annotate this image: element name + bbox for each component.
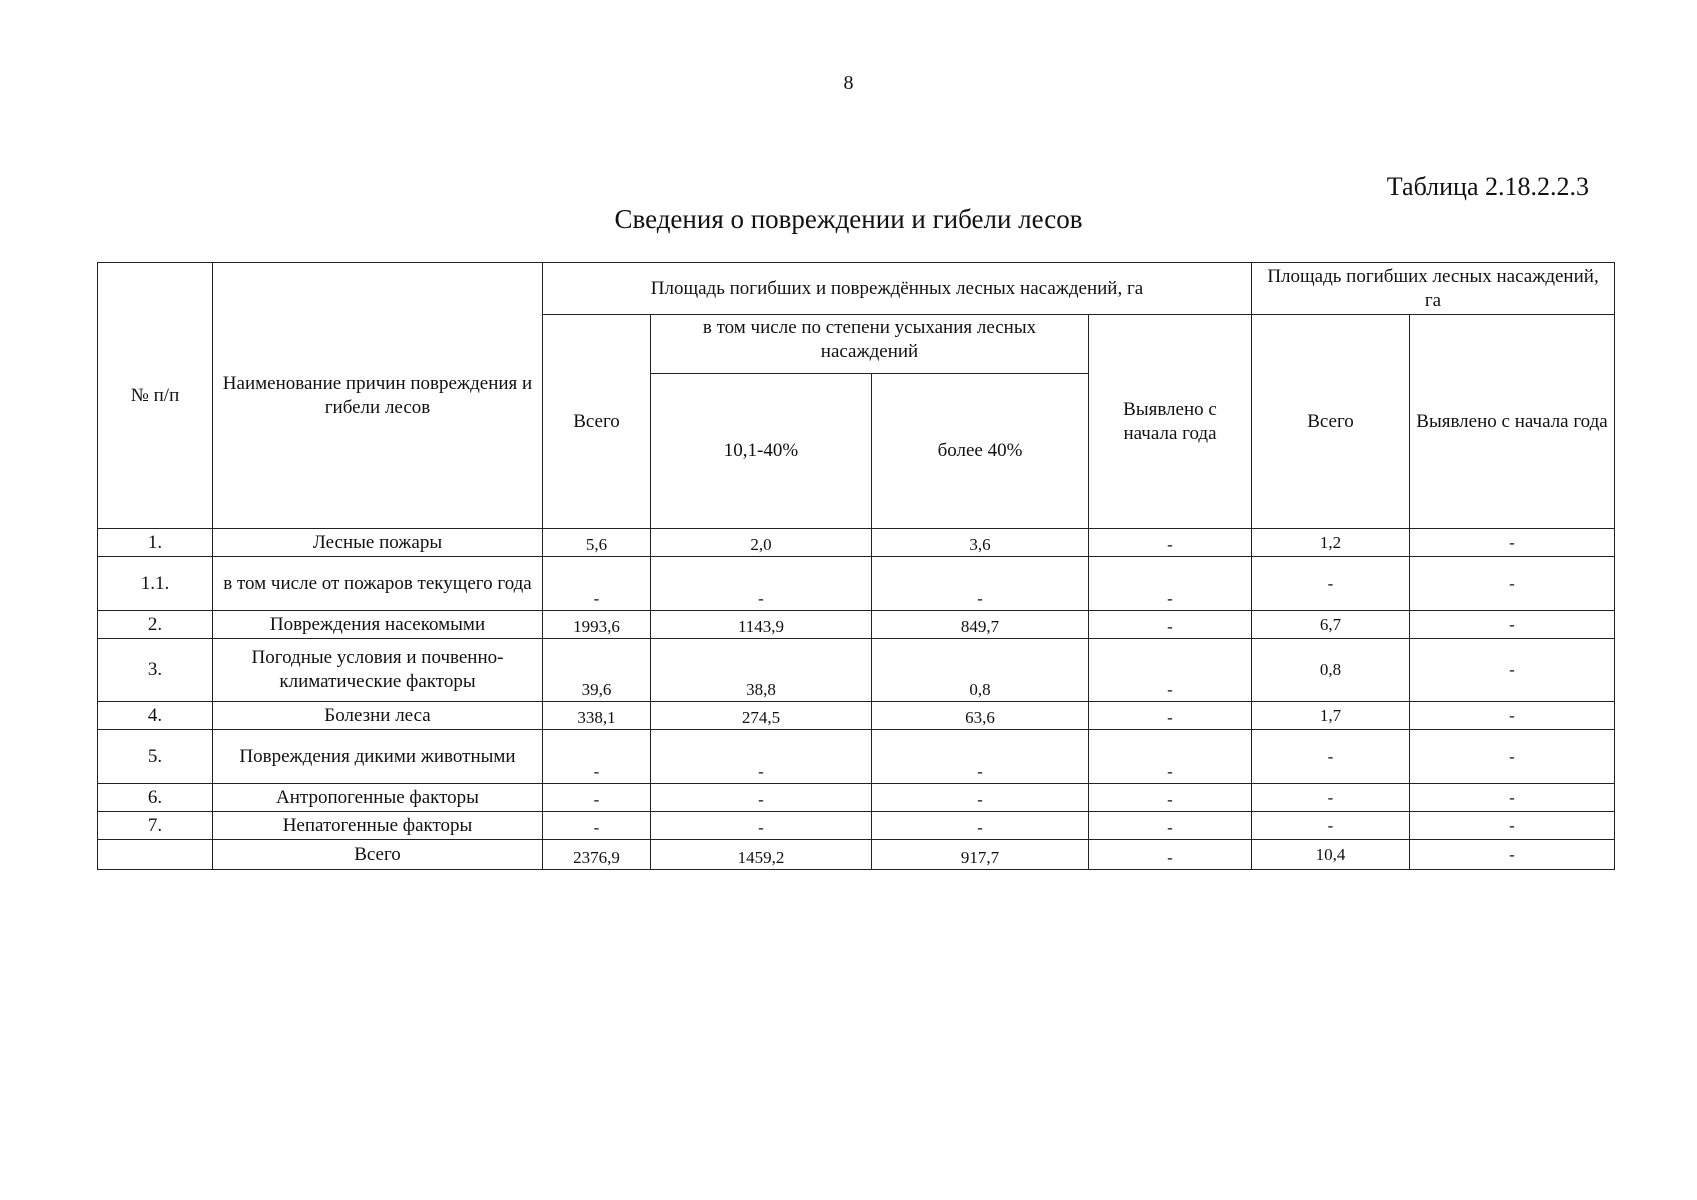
row-dead-detected-cell: - — [1410, 639, 1615, 702]
row-detected-cell: - — [1089, 529, 1252, 557]
table-label: Таблица 2.18.2.2.3 — [1386, 172, 1589, 201]
row-total-cell: - — [543, 730, 651, 784]
row-total-cell: 5,6 — [543, 529, 651, 557]
row-total-cell: - — [543, 784, 651, 812]
header-total: Всего — [543, 315, 651, 529]
row-dead-detected-cell: - — [1410, 730, 1615, 784]
row-range-low-cell: 1143,9 — [651, 611, 872, 639]
row-dead-detected-cell: - — [1410, 702, 1615, 730]
row-name-cell: Повреждения дикими животными — [213, 730, 543, 784]
row-number-cell: 1.1. — [98, 557, 213, 611]
table-body — [98, 529, 1615, 870]
row-range-low-cell: - — [651, 784, 872, 812]
row-dead-detected-cell: - — [1410, 840, 1615, 870]
row-range-high-cell: - — [872, 784, 1089, 812]
row-detected-cell: - — [1089, 702, 1252, 730]
row-name-cell: Болезни леса — [213, 702, 543, 730]
row-number-cell: 2. — [98, 611, 213, 639]
row-total-cell: 338,1 — [543, 702, 651, 730]
row-detected-cell: - — [1089, 840, 1252, 870]
row-range-high-cell: 63,6 — [872, 702, 1089, 730]
row-detected-cell: - — [1089, 730, 1252, 784]
row-range-high-cell: - — [872, 812, 1089, 840]
row-range-low-cell: - — [651, 730, 872, 784]
row-dead-total-cell: - — [1252, 784, 1410, 812]
row-name-cell: в том числе от пожаров текущего года — [213, 557, 543, 611]
row-total-cell: - — [543, 557, 651, 611]
row-dead-total-cell: - — [1252, 730, 1410, 784]
row-number-cell: 3. — [98, 639, 213, 702]
row-dead-detected-cell: - — [1410, 784, 1615, 812]
row-dead-total-cell: 1,2 — [1252, 529, 1410, 557]
row-number-cell — [98, 840, 213, 870]
table-row — [98, 730, 1615, 784]
row-number-cell: 7. — [98, 812, 213, 840]
row-range-low-cell: 2,0 — [651, 529, 872, 557]
row-total-cell: - — [543, 812, 651, 840]
row-range-low-cell: 1459,2 — [651, 840, 872, 870]
row-range-high-cell: 0,8 — [872, 639, 1089, 702]
page-number: 8 — [843, 72, 854, 94]
row-dead-detected-cell: - — [1410, 557, 1615, 611]
header-cause: Наименование причин повреждения и гибели лесов — [213, 263, 543, 529]
row-dead-total-cell: - — [1252, 557, 1410, 611]
row-number-cell: 5. — [98, 730, 213, 784]
row-name-cell: Погодные условия и почвенно-климатические факторы — [213, 639, 543, 702]
row-dead-detected-cell: - — [1410, 529, 1615, 557]
row-detected-cell: - — [1089, 611, 1252, 639]
table-row — [98, 784, 1615, 812]
header-detected: Выявлено с начала года — [1089, 315, 1252, 529]
header-row-1 — [98, 263, 1615, 315]
row-dead-total-cell: 6,7 — [1252, 611, 1410, 639]
row-range-high-cell: - — [872, 557, 1089, 611]
row-range-low-cell: 38,8 — [651, 639, 872, 702]
header-dead-total: Всего — [1252, 315, 1410, 529]
table-row — [98, 702, 1615, 730]
row-detected-cell: - — [1089, 784, 1252, 812]
table-row — [98, 639, 1615, 702]
row-range-high-cell: 3,6 — [872, 529, 1089, 557]
table-row — [98, 812, 1615, 840]
row-dead-total-cell: 0,8 — [1252, 639, 1410, 702]
row-name-cell: Повреждения насекомыми — [213, 611, 543, 639]
row-total-cell: 2376,9 — [543, 840, 651, 870]
table-row — [98, 557, 1615, 611]
row-total-cell: 39,6 — [543, 639, 651, 702]
row-range-high-cell: 917,7 — [872, 840, 1089, 870]
row-name-cell: Антропогенные факторы — [213, 784, 543, 812]
row-range-high-cell: - — [872, 730, 1089, 784]
header-range-high: более 40% — [872, 374, 1089, 529]
table-row — [98, 611, 1615, 639]
row-detected-cell: - — [1089, 812, 1252, 840]
row-name-cell: Всего — [213, 840, 543, 870]
row-dead-detected-cell: - — [1410, 611, 1615, 639]
table-row — [98, 529, 1615, 557]
header-dead-detected: Выявлено с начала года — [1410, 315, 1615, 529]
row-name-cell: Лесные пожары — [213, 529, 543, 557]
row-range-high-cell: 849,7 — [872, 611, 1089, 639]
forest-damage-table — [97, 262, 1615, 870]
row-total-cell: 1993,6 — [543, 611, 651, 639]
row-number-cell: 4. — [98, 702, 213, 730]
header-group-dead: Площадь погибших лесных насаждений, га — [1252, 263, 1615, 315]
table-row — [98, 840, 1615, 870]
row-detected-cell: - — [1089, 557, 1252, 611]
header-range-low: 10,1-40% — [651, 374, 872, 529]
row-range-low-cell: - — [651, 812, 872, 840]
row-range-low-cell: 274,5 — [651, 702, 872, 730]
row-detected-cell: - — [1089, 639, 1252, 702]
document-title: Сведения о повреждении и гибели лесов — [614, 204, 1083, 234]
row-dead-total-cell: - — [1252, 812, 1410, 840]
row-dead-total-cell: 1,7 — [1252, 702, 1410, 730]
row-name-cell: Непатогенные факторы — [213, 812, 543, 840]
header-group-damaged: Площадь погибших и повреждённых лесных насаждений, га — [543, 263, 1252, 315]
row-number-cell: 1. — [98, 529, 213, 557]
header-subgroup-drying: в том числе по степени усыхания лесных насаждений — [651, 315, 1089, 374]
row-dead-detected-cell: - — [1410, 812, 1615, 840]
header-num: № п/п — [98, 263, 213, 529]
row-number-cell: 6. — [98, 784, 213, 812]
row-dead-total-cell: 10,4 — [1252, 840, 1410, 870]
row-range-low-cell: - — [651, 557, 872, 611]
